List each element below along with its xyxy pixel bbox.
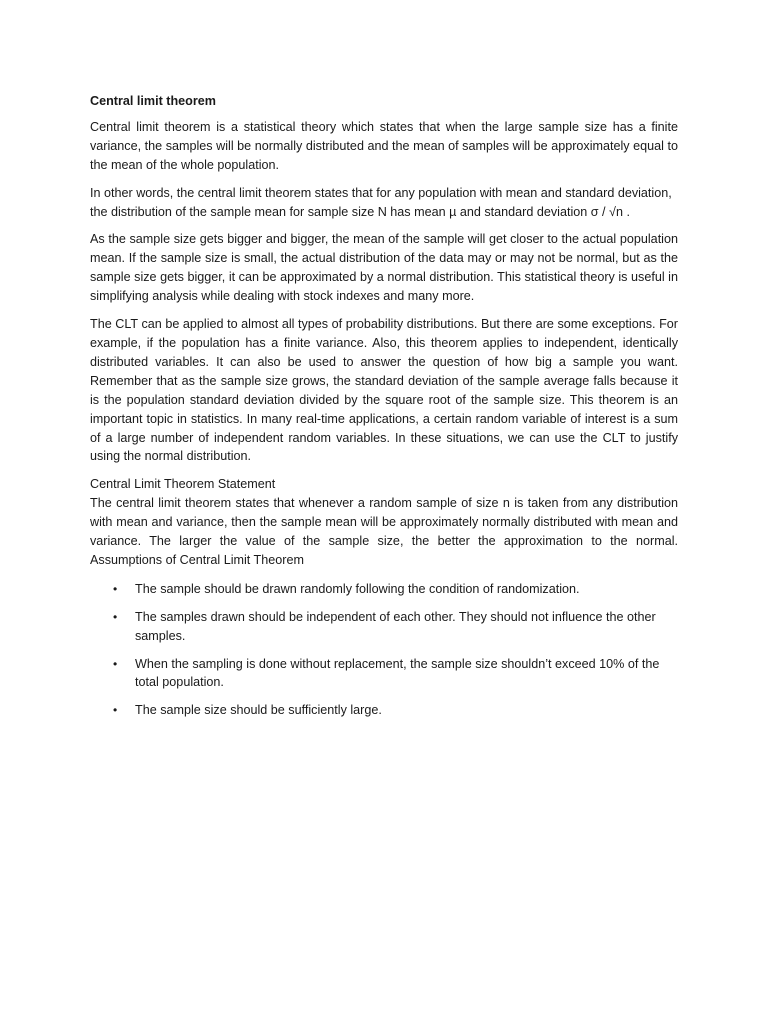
list-item [90,608,678,646]
paragraph-sample-size: As the sample size gets bigger and bigger, the mean of the sample will get closer to the actual population mean. If the sample size is small, the actual distribution of the data may or may not be normal, but as the sample size gets bigger, it can be approximated by a normal distribution. This statistical theory is useful in simplifying analysis while dealing with stock indexes and many more. [90,232,678,304]
list-item-text: The samples drawn should be independent of each other. They should not influence the other samples. [135,609,656,643]
list-item [90,655,678,693]
paragraph-clt-application: The CLT can be applied to almost all types of probability distributions. But there are some exceptions. For example, if the population has a finite variance. Also, this theorem applies to independent, identically distributed variables. It can also be used to answer the question of how big a sample you want. Remember that as the sample size grows, the standard deviation of the sample average falls because it is the population standard deviation divided by the square root of the sample size. This theorem is an important topic in statistics. In many real-time applications, a certain random variable of interest is a sum of a large number of independent random variables. In these situations, we can use the CLT to justify using the normal distribution. [90,317,678,464]
document-page [90,92,678,729]
bullet-icon: • [113,656,118,671]
bullet-icon: • [113,609,118,624]
list-item-text: The sample should be drawn randomly following the condition of randomization. [135,581,580,596]
bullet-icon: • [113,703,118,718]
list-item [90,701,678,720]
list-item-text: The sample size should be sufficiently large. [135,703,382,718]
list-item [90,580,678,599]
bullet-icon: • [113,581,118,596]
list-item-text: When the sampling is done without replacement, the sample size shouldn’t exceed 10% of the total population. [135,656,660,690]
statement-body: The central limit theorem states that whenever a random sample of size n is taken from any distribution with mean and variance, then the sample mean will be approximately normally distributed with mean and variance. The larger the value of the sample size, the better the approximation to the normal. Assumptions of Central Limit Theorem [90,496,678,567]
paragraph-other-words: In other words, the central limit theorem states that for any population with mean and standard deviation, the distribution of the sample mean for sample size N has mean µ and standard deviation σ / √n . [90,185,672,219]
statement-heading: Central Limit Theorem Statement [90,477,276,492]
paragraph-definition: Central limit theorem is a statistical theory which states that when the large sample size has a finite variance, the samples will be normally distributed and the mean of samples will be approximately equal to the mean of the whole population. [90,119,678,172]
document-title: Central limit theorem [90,94,216,108]
assumptions-list [90,580,678,720]
